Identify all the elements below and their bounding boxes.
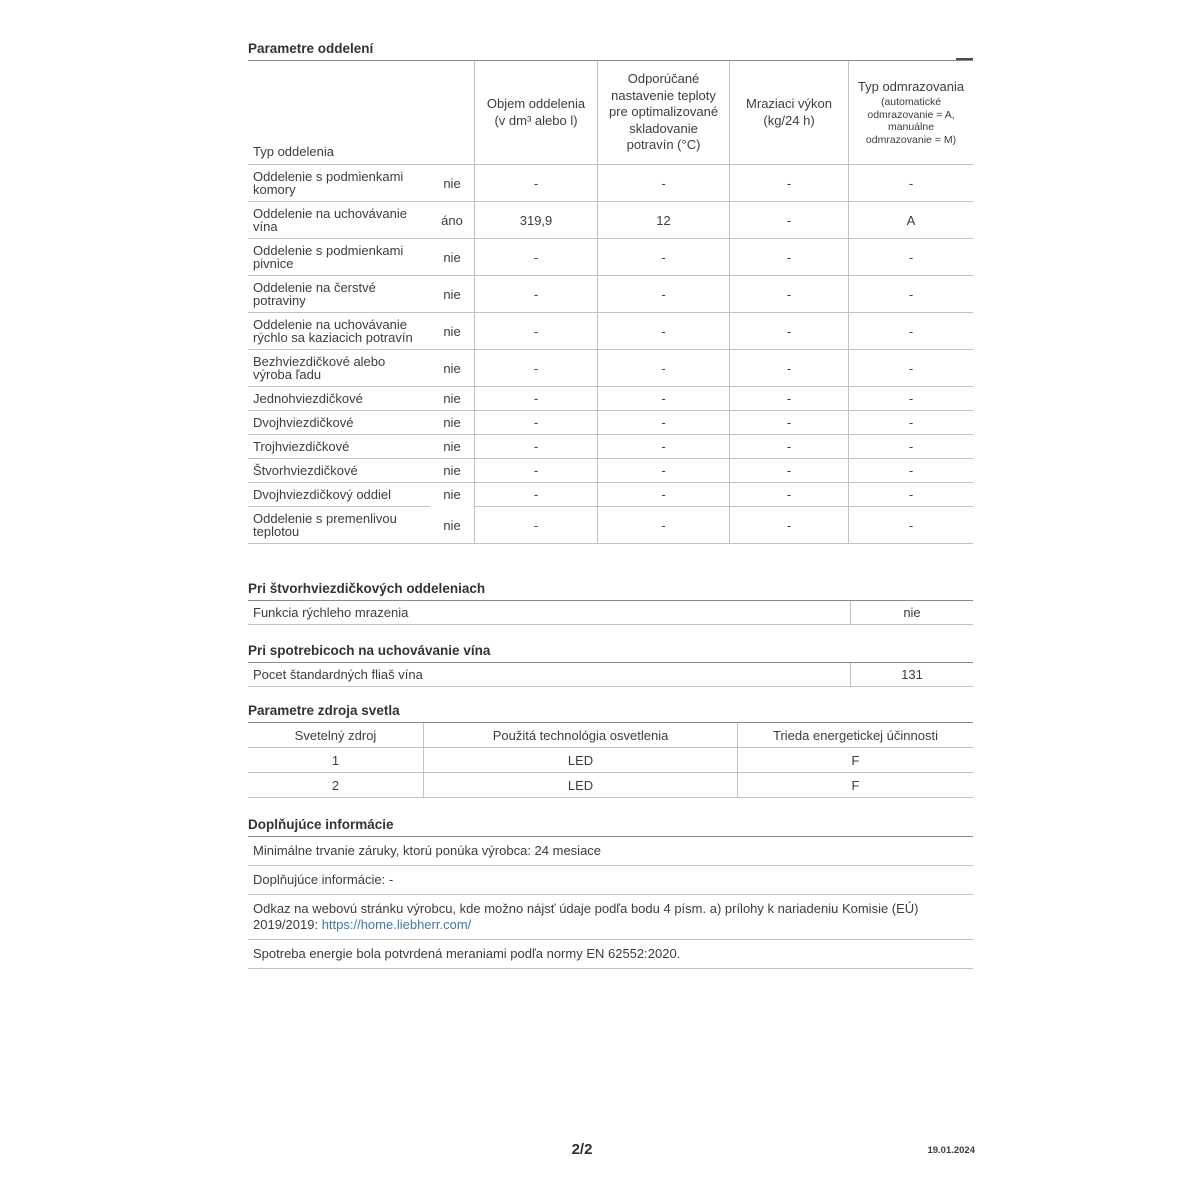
defrost-header-note: (automatické odmrazovanie = A, manuálne odmrazovanie = M)	[865, 96, 957, 146]
compartment-present: nie	[430, 165, 474, 202]
table-continuation-dash	[956, 58, 973, 60]
compartment-type: Trojhviezdičkové	[248, 435, 430, 459]
compartment-volume: -	[474, 507, 597, 544]
column-header-light-source: Svetelný zdroj	[248, 723, 423, 748]
compartment-temperature: -	[597, 165, 729, 202]
section-title-four-star: Pri štvorhviezdičkových oddeleniach	[248, 581, 973, 601]
compartment-freezing-capacity: -	[729, 483, 848, 507]
table-row	[248, 773, 973, 798]
compartment-volume: -	[474, 483, 597, 507]
light-technology: LED	[423, 773, 737, 798]
compartment-defrost-type: -	[848, 483, 973, 507]
compartment-present: áno	[430, 202, 474, 239]
compartment-type: Dvojhviezdičkový oddiel	[248, 483, 430, 507]
compartment-defrost-type: -	[848, 459, 973, 483]
compartment-defrost-type: -	[848, 313, 973, 350]
table-row	[248, 459, 973, 483]
compartments-header-row	[248, 61, 973, 165]
compartment-volume: -	[474, 411, 597, 435]
compartment-temperature: -	[597, 435, 729, 459]
light-source-number: 2	[248, 773, 423, 798]
compartment-defrost-type: -	[848, 276, 973, 313]
compartment-freezing-capacity: -	[729, 350, 848, 387]
compartment-type: Oddelenie na čerstvé potraviny	[248, 276, 430, 313]
compartment-type: Oddelenie na uchovávanie rýchlo sa kaziacich potravín	[248, 313, 430, 350]
compartment-type: Štvorhviezdičkové	[248, 459, 430, 483]
compartment-freezing-capacity: -	[729, 387, 848, 411]
warranty-info: Minimálne trvanie záruky, ktorú ponúka výrobca: 24 mesiace	[248, 837, 973, 866]
table-row	[248, 202, 973, 239]
four-star-table	[248, 601, 973, 625]
energy-measurement-note: Spotreba energie bola potvrdená meraniami podľa normy EN 62552:2020.	[248, 940, 973, 969]
compartment-defrost-type: -	[848, 239, 973, 276]
column-header-light-technology: Použitá technológia osvetlenia	[423, 723, 737, 748]
table-row	[248, 350, 973, 387]
light-source-number: 1	[248, 748, 423, 773]
compartment-present: nie	[443, 487, 461, 502]
datasheet-page	[248, 41, 973, 969]
page-number: 2/2	[571, 1141, 593, 1158]
manufacturer-link-row	[248, 895, 973, 940]
table-row	[248, 165, 973, 202]
defrost-header-main: Typ odmrazovania	[857, 78, 965, 94]
compartment-defrost-type: -	[848, 350, 973, 387]
column-header-defrost-type	[848, 61, 973, 165]
compartment-temperature: -	[597, 411, 729, 435]
compartment-defrost-type: -	[848, 387, 973, 411]
table-row	[248, 663, 973, 687]
column-header-energy-class: Trieda energetickej účinnosti	[737, 723, 973, 748]
compartment-volume: -	[474, 276, 597, 313]
compartment-volume: 319,9	[474, 202, 597, 239]
compartment-present: nie	[430, 350, 474, 387]
compartment-defrost-type: -	[848, 435, 973, 459]
compartment-volume: -	[474, 239, 597, 276]
compartment-present: nie	[430, 411, 474, 435]
table-row	[248, 601, 973, 625]
column-header-temperature: Odporúčané nastavenie teploty pre optimalizované skladovanie potravín (°C)	[597, 61, 729, 165]
table-row	[248, 507, 973, 544]
fast-freeze-value: nie	[850, 601, 973, 625]
compartment-freezing-capacity: -	[729, 411, 848, 435]
table-row	[248, 411, 973, 435]
wine-bottles-label: Pocet štandardných fliaš vína	[248, 663, 850, 687]
section-title-light-source: Parametre zdroja svetla	[248, 703, 973, 723]
compartment-type: Dvojhviezdičkové	[248, 411, 430, 435]
compartment-freezing-capacity: -	[729, 459, 848, 483]
compartment-type: Bezhviezdičkové alebo výroba ľadu	[248, 350, 430, 387]
table-row	[248, 276, 973, 313]
light-source-header-row	[248, 723, 973, 748]
compartment-temperature: -	[597, 387, 729, 411]
compartment-temperature: -	[597, 507, 729, 544]
compartment-defrost-type: -	[848, 411, 973, 435]
compartment-defrost-type: -	[848, 165, 973, 202]
compartment-present: nie	[430, 507, 474, 544]
manufacturer-link-text: Odkaz na webovú stránku výrobcu, kde možno nájsť údaje podľa bodu 4 písm. a) prílohy k nariadeniu Komisie (EÚ) 2019/2019:	[253, 901, 919, 932]
section-title-compartments-text: Parametre oddelení	[248, 41, 374, 56]
compartment-temperature: -	[597, 483, 729, 507]
table-row	[248, 483, 973, 507]
compartment-volume: -	[474, 350, 597, 387]
compartment-temperature: -	[597, 459, 729, 483]
manufacturer-website-link[interactable]: https://home.liebherr.com/	[321, 917, 472, 932]
compartment-present: nie	[430, 435, 474, 459]
energy-class: F	[737, 773, 973, 798]
compartment-volume: -	[474, 165, 597, 202]
compartment-defrost-type: A	[848, 202, 973, 239]
energy-class: F	[737, 748, 973, 773]
compartment-temperature: 12	[597, 202, 729, 239]
section-title-wine: Pri spotrebicoch na uchovávanie vína	[248, 643, 973, 663]
compartment-type: Jednohviezdičkové	[248, 387, 430, 411]
table-row	[248, 387, 973, 411]
compartment-type: Oddelenie s podmienkami komory	[248, 165, 430, 202]
compartment-volume: -	[474, 459, 597, 483]
compartment-temperature: -	[597, 350, 729, 387]
compartment-freezing-capacity: -	[729, 276, 848, 313]
table-row	[248, 313, 973, 350]
compartment-freezing-capacity: -	[729, 165, 848, 202]
table-row	[248, 748, 973, 773]
column-header-type: Typ oddelenia	[248, 61, 474, 165]
compartment-temperature: -	[597, 313, 729, 350]
section-title-additional-info: Doplňujúce informácie	[248, 817, 973, 837]
fast-freeze-label: Funkcia rýchleho mrazenia	[248, 601, 850, 625]
table-row	[248, 435, 973, 459]
table-row	[248, 239, 973, 276]
section-title-compartments	[248, 41, 973, 61]
column-header-volume: Objem oddelenia (v dm³ alebo l)	[474, 61, 597, 165]
compartment-freezing-capacity: -	[729, 239, 848, 276]
additional-info-note: Doplňujúce informácie: -	[248, 866, 973, 895]
light-technology: LED	[423, 748, 737, 773]
compartment-type: Oddelenie s podmienkami pivnice	[248, 239, 430, 276]
compartment-freezing-capacity: -	[729, 202, 848, 239]
compartment-defrost-type: -	[848, 507, 973, 544]
compartment-freezing-capacity: -	[729, 507, 848, 544]
wine-table	[248, 663, 973, 687]
compartment-temperature: -	[597, 276, 729, 313]
compartment-present: nie	[430, 313, 474, 350]
compartments-table	[248, 61, 973, 544]
compartment-type: Oddelenie s premenlivou teplotou	[248, 507, 430, 544]
compartment-volume: -	[474, 387, 597, 411]
compartment-volume: -	[474, 435, 597, 459]
light-source-table	[248, 723, 973, 798]
compartment-present: nie	[430, 387, 474, 411]
compartment-freezing-capacity: -	[729, 313, 848, 350]
compartment-temperature: -	[597, 239, 729, 276]
compartment-present: nie	[430, 276, 474, 313]
wine-bottles-value: 131	[850, 663, 973, 687]
compartment-volume: -	[474, 313, 597, 350]
compartment-freezing-capacity: -	[729, 435, 848, 459]
compartment-present: nie	[430, 239, 474, 276]
compartment-present: nie	[430, 459, 474, 483]
document-date: 19.01.2024	[927, 1145, 975, 1156]
compartment-type: Oddelenie na uchovávanie vína	[248, 202, 430, 239]
column-header-freezing-capacity: Mraziaci výkon (kg/24 h)	[729, 61, 848, 165]
